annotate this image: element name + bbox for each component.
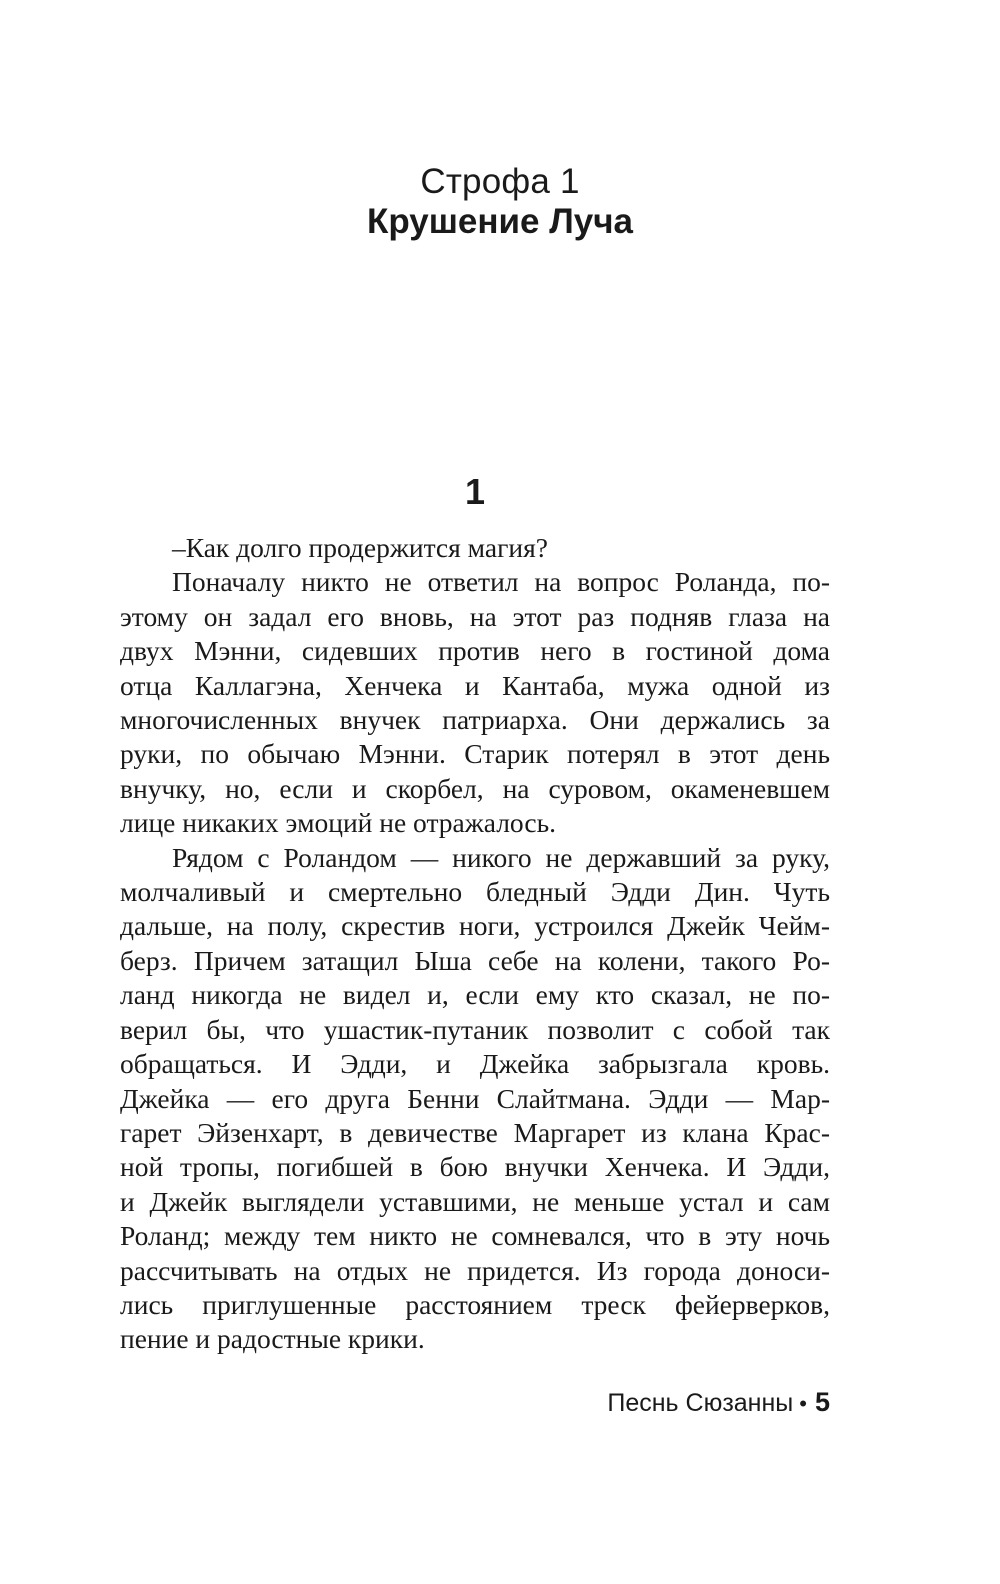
text-line: лице никаких эмоций не отражалось. <box>120 807 556 839</box>
text-line: многочисленных внучек патриарха. Они держались за <box>120 704 830 736</box>
text-line: дальше, на полу, скрестив ноги, устроился Джейк Чейм- <box>120 910 830 942</box>
chapter-title: Крушение Луча <box>366 202 634 241</box>
text-line: Поначалу никто не ответил на вопрос Роланда, по- <box>172 566 830 598</box>
stanza-label: Строфа 1 <box>420 162 580 201</box>
text-line: Роланд; между тем никто не сомневался, что в эту ночь <box>120 1220 830 1252</box>
paragraph-1 <box>120 531 830 565</box>
text-line: двух Мэнни, сидевших против него в гостиной дома <box>120 635 830 667</box>
text-line: Рядом с Роландом — никого не державший за руку, <box>172 841 830 873</box>
text-line: пение и радостные крики. <box>120 1323 425 1355</box>
text-line: рассчитывать на отдых не придется. Из города доноси- <box>120 1254 830 1286</box>
text-line: отца Каллагэна, Хенчека и Кантаба, мужа одной из <box>120 669 830 701</box>
text-line: ланд никогда не видел и, если ему кто сказал, не по- <box>120 979 830 1011</box>
text-line: внучку, но, если и скорбел, на суровом, окаменевшем <box>120 772 830 804</box>
text-line: руки, по обычаю Мэнни. Старик потерял в этот день <box>120 738 830 770</box>
text-line: этому он задал его вновь, на этот раз подняв глаза на <box>120 600 830 632</box>
page-number: 5 <box>814 1387 830 1417</box>
page-footer <box>607 1385 830 1421</box>
section-number: 1 <box>464 471 486 512</box>
body-text <box>120 531 830 1357</box>
paragraph-3 <box>120 841 830 1357</box>
running-book-title: Песнь Сюзанны <box>607 1389 794 1417</box>
text-line: Джейка — его друга Бенни Слайтмана. Эдди — Мар- <box>120 1082 830 1114</box>
text-line: гарет Эйзенхарт, в девичестве Маргарет из клана Крас- <box>120 1116 830 1148</box>
text-line: молчаливый и смертельно бледный Эдди Дин. Чуть <box>120 876 830 908</box>
text-line: и Джейк выглядели уставшими, не меньше устал и сам <box>120 1185 830 1217</box>
text-line: обращаться. И Эдди, и Джейка забрызгала кровь. <box>120 1048 830 1080</box>
text-line: ной тропы, погибшей в бою внучки Хенчека. И Эдди, <box>120 1151 830 1183</box>
text-line: верил бы, что ушастик-путаник позволит с собой так <box>120 1013 830 1045</box>
text-line: лись приглушенные расстоянием треск фейерверков, <box>120 1288 830 1320</box>
paragraph-2 <box>120 565 830 840</box>
bullet-separator: • <box>799 1391 807 1416</box>
text-line: берз. Причем затащил Ыша себе на колени, такого Ро- <box>120 944 830 976</box>
text-line: –Как долго продержится магия? <box>172 532 548 563</box>
